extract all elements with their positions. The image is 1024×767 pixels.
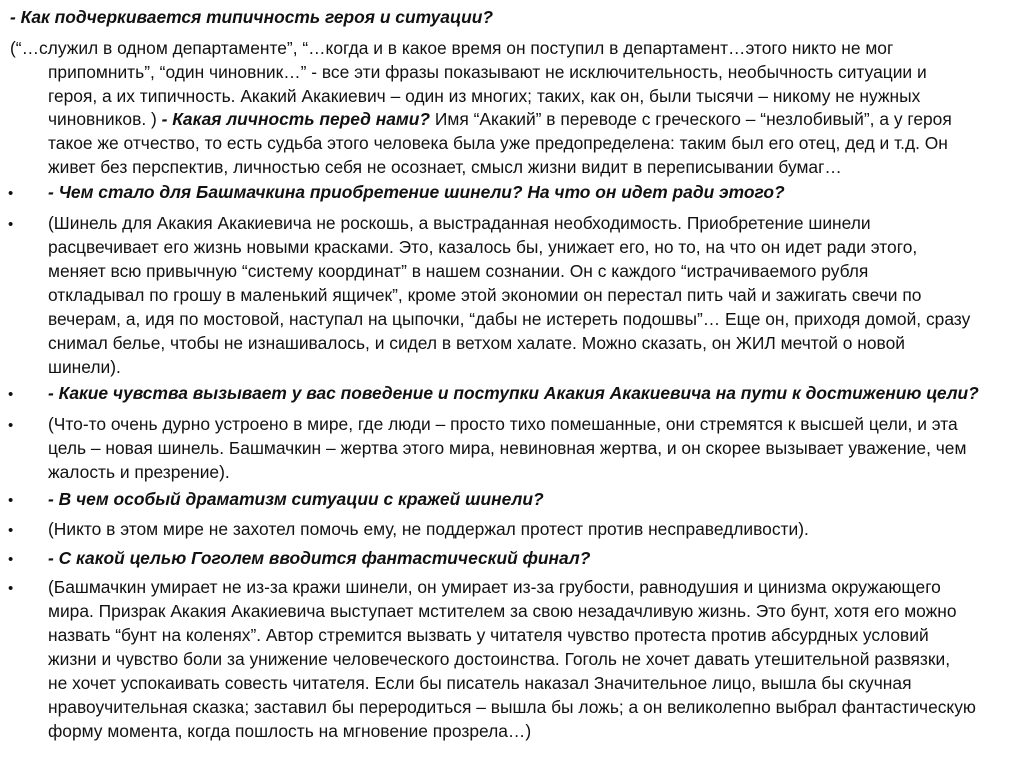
question-5: - С какой целью Гоголем вводится фантастический финал? bbox=[48, 548, 591, 568]
answer-1-line-4 bbox=[48, 108, 952, 131]
answer-5-line-4: жизни и чувство боли за унижение человеческого достоинства. Гоголь не хочет давать утешительной развязки, bbox=[48, 649, 951, 669]
answer-5-line-6: нравоучительная сказка; заставил бы переродиться – вышла бы ложь; а он великолепно выбрал фантастическую bbox=[48, 697, 976, 717]
answer-2-line-1: (Шинель для Акакия Акакиевича не роскошь, а выстраданная необходимость. Приобретение шинели bbox=[48, 213, 871, 233]
question-1: - Как подчеркивается типичность героя и ситуации? bbox=[10, 7, 494, 27]
bullet-icon: • bbox=[8, 580, 14, 597]
question-4: - В чем особый драматизм ситуации с кражей шинели? bbox=[48, 489, 544, 509]
bullet-icon: • bbox=[8, 185, 14, 202]
answer-5-line-1: (Башмачкин умирает не из-за кражи шинели, он умирает из-за грубости, равнодушия и цинизма окружающего bbox=[48, 577, 941, 597]
bullet-icon: • bbox=[8, 492, 14, 509]
answer-1-line-4-end: Имя “Акакий” в переводе с греческого – “незлобивый”, а у героя bbox=[430, 109, 952, 129]
inline-question-personality: - Какая личность перед нами? bbox=[161, 109, 431, 129]
answer-1-line-5: такое же отчество, то есть судьба этого человека была уже предопределена: таким был его отец, дед и т.д. Он bbox=[48, 133, 948, 153]
answer-1-line-3: героя, а их типичность. Акакий Акакиевич – один из многих; таких, как он, были тысячи – никому не нужных bbox=[48, 86, 921, 106]
answer-2-line-2: расцвечивает его жизнь новыми красками. Это, казалось бы, унижает его, но то, на что он идет ради этого, bbox=[48, 237, 918, 257]
answer-1-line-2: припомнить”, “один чиновник…” - все эти фразы показывают не исключительность, необычность ситуации и bbox=[48, 62, 927, 82]
answer-2-line-3: меняет всю привычную “систему координат” в нашем сознании. Он с каждого “истрачиваемого рубля bbox=[48, 261, 869, 281]
answer-5-line-7: форму момента, когда пошлость на мгновение прозрела…) bbox=[48, 721, 532, 741]
answer-3-line-3: жалость и презрение). bbox=[48, 462, 230, 482]
question-3: - Какие чувства вызывает у вас поведение и поступки Акакия Акакиевича на пути к достижению цели? bbox=[48, 383, 979, 403]
answer-5-line-5: не хочет успокаивать совесть читателя. Если бы писатель наказал Значительное лицо, вышла бы скучная bbox=[48, 673, 912, 693]
answer-2-line-6: снимал белье, чтобы не изнашивалось, и сидел в ветхом халате. Можно сказать, он ЖИЛ мечтой о новой bbox=[48, 333, 905, 353]
answer-2-line-7: шинели). bbox=[48, 357, 121, 377]
answer-2-line-4: откладывал по грошу в маленький ящичек”, кроме этой экономии он перестал пить чай и зажигать свечи по bbox=[48, 285, 922, 305]
answer-4-line-1: (Никто в этом мире не захотел помочь ему, не поддержал протест против несправедливости). bbox=[48, 519, 809, 539]
bullet-icon: • bbox=[8, 551, 14, 568]
bullet-icon: • bbox=[8, 417, 14, 434]
answer-3-line-1: (Что-то очень дурно устроено в мире, где люди – просто тихо помешанные, они стремятся к высшей цели, и эта bbox=[48, 414, 958, 434]
bullet-icon: • bbox=[8, 216, 14, 233]
bullet-icon: • bbox=[8, 386, 14, 403]
answer-3-line-2: цель – новая шинель. Башмачкин – жертва этого мира, невиновная жертва, и он скорее вызывает уважение, чем bbox=[48, 438, 967, 458]
bullet-icon: • bbox=[8, 522, 14, 539]
answer-2-line-5: вечерам, а, идя по мостовой, наступал на цыпочки, “дабы не истереть подошвы”… Еще он, приходя домой, сразу bbox=[48, 309, 971, 329]
answer-1-line-6: живет без перспектив, личностью себя не осознает, смысл жизни видит в переписывании бумаг… bbox=[48, 157, 842, 177]
answer-5-line-3: назвать “бунт на коленях”. Автор стремится вызвать у читателя чувство протеста против абсурдных условий bbox=[48, 625, 929, 645]
question-2: - Чем стало для Башмачкина приобретение шинели? На что он идет ради этого? bbox=[48, 182, 785, 202]
answer-1-line-4-start: чиновников. ) bbox=[48, 109, 162, 129]
answer-5-line-2: мира. Призрак Акакия Акакиевича выступает мстителем за свою незадачливую жизнь. Это бунт, хотя его можно bbox=[48, 601, 957, 621]
answer-1-line-1: (“…служил в одном департаменте”, “…когда и в какое время он поступил в департамент…этого никто не мог bbox=[10, 38, 894, 58]
